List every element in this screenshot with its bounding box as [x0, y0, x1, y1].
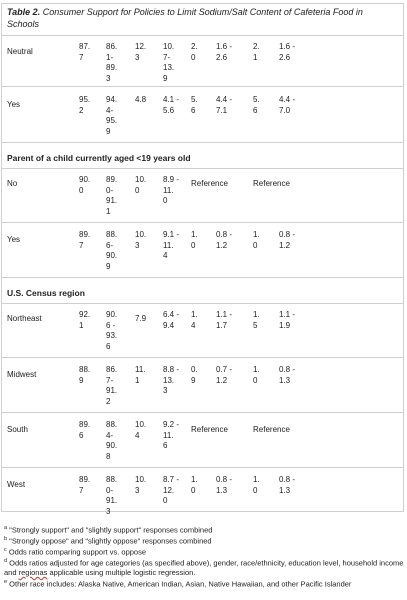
row-divider — [2, 222, 403, 223]
cell-c7: Reference — [253, 425, 290, 434]
cell-c6: 1.6 - 2.6 — [216, 42, 233, 62]
cell-c5: 1. 0 — [191, 475, 198, 495]
row-divider — [2, 142, 403, 143]
row-label: Yes — [7, 235, 21, 244]
caption-divider — [2, 35, 403, 36]
cell-c4: 10. 7- 13. 9 — [163, 42, 175, 83]
cell-c2: 94. 4- 95. 9 — [106, 95, 118, 136]
cell-c2: 90. 6 - 93. 6 — [106, 310, 118, 351]
cell-c4: 8.8 - 13. 3 — [163, 365, 180, 395]
cell-c1: 89. 6 — [79, 420, 91, 440]
row-label: West — [7, 480, 26, 489]
cell-c1: 95. 2 — [79, 95, 91, 115]
footnote — [4, 546, 404, 557]
cell-c1: 90. 0 — [79, 175, 91, 195]
section-header-census: U.S. Census region — [7, 288, 85, 298]
cell-c7: 1. 5 — [253, 310, 260, 330]
cell-c3: 4.8 — [135, 95, 147, 104]
row-label: Yes — [7, 100, 21, 109]
footnote-marker: d — [4, 558, 8, 564]
row-label: Midwest — [7, 370, 37, 379]
table-frame — [1, 3, 404, 512]
cell-c8: 0.8 - 1.2 — [279, 230, 296, 250]
row-divider — [2, 277, 403, 278]
cell-c8: 1.6 - 2.6 — [279, 42, 296, 62]
table-caption — [7, 6, 387, 30]
cell-c7: Reference — [253, 179, 290, 188]
cell-c3: 10. 3 — [135, 230, 147, 250]
cell-c1: 88. 9 — [79, 365, 91, 385]
cell-c6: 4.4 - 7.1 — [216, 95, 233, 115]
cell-c7: 1. 0 — [253, 365, 260, 385]
cell-c7: 2. 1 — [253, 42, 260, 62]
cell-c3: 7.9 — [135, 314, 147, 323]
footnote-marker: a — [4, 525, 8, 531]
footnote — [4, 578, 404, 589]
footnote — [4, 524, 404, 535]
footnote — [4, 557, 404, 578]
footnote-text: Odds ratios adjusted for age categories (as specified above), gender, race/ethnicity, education level, household income and — [4, 558, 404, 577]
cell-c2: 88. 4- 90. 8 — [106, 420, 118, 461]
cell-c8: 0.8 - 1.3 — [279, 475, 296, 495]
cell-c2: 89. 0- 91. 1 — [106, 175, 118, 216]
cell-c4: 9.2 - 11. 6 — [163, 420, 180, 450]
cell-c4: 6.4 - 9.4 — [163, 310, 180, 330]
cell-c1: 89. 7 — [79, 230, 91, 250]
cell-c5: Reference — [191, 179, 228, 188]
footnote-marker: c — [4, 547, 7, 553]
cell-c8: 1.1 - 1.9 — [279, 310, 296, 330]
cell-c4: 8.9 - 11. 0 — [163, 175, 180, 205]
footnote-marker: b — [4, 536, 8, 542]
footnote-text: "Strongly oppose" and "slightly oppose" responses combined — [9, 536, 212, 546]
cell-c7: 1. 0 — [253, 475, 260, 495]
footnotes — [4, 524, 404, 589]
cell-c6: 1.1 - 1.7 — [216, 310, 233, 330]
cell-c7: 5. 6 — [253, 95, 260, 115]
cell-c6: 0.7 - 1.2 — [216, 365, 233, 385]
cell-c5: 5. 6 — [191, 95, 198, 115]
cell-c5: Reference — [191, 425, 228, 434]
section-divider — [2, 168, 403, 169]
section-header-parent: Parent of a child currently aged <19 years old — [7, 153, 191, 163]
cell-c8: 0.8 - 1.3 — [279, 365, 296, 385]
row-divider — [2, 86, 403, 87]
row-label: Northeast — [7, 314, 42, 323]
cell-c4: 8.7 - 12. 0 — [163, 475, 180, 505]
cell-c3: 10. 0 — [135, 175, 147, 195]
row-divider — [2, 357, 403, 358]
row-label: Neutral — [7, 47, 33, 56]
row-label: No — [7, 179, 18, 188]
cell-c5: 1. 4 — [191, 310, 198, 330]
cell-c6: 0.8 - 1.3 — [216, 475, 233, 495]
cell-c1: 89. 7 — [79, 475, 91, 495]
cell-c2: 86. 1- 89. 3 — [106, 42, 118, 83]
cell-c3: 10. 4 — [135, 420, 147, 440]
cell-c2: 86. 7- 91. 2 — [106, 365, 118, 406]
cell-c5: 2. 0 — [191, 42, 198, 62]
cell-c3: 12. 3 — [135, 42, 147, 62]
footnote — [4, 535, 404, 546]
footnote-text: Other race includes: Alaska Native, American Indian, Asian, Native Hawaiian, and other Pacific Islander — [9, 579, 352, 588]
row-divider — [2, 467, 403, 468]
spellcheck-flagged-word: regionas — [18, 568, 48, 577]
footnote-text: Odds ratio comparing support vs. oppose — [8, 547, 147, 557]
section-divider — [2, 303, 403, 304]
footnote-marker: e — [4, 578, 8, 585]
cell-c3: 10. 3 — [135, 475, 147, 495]
row-label: South — [7, 425, 28, 434]
cell-c8: 4.4 - 7.0 — [279, 95, 296, 115]
footnote-text: applicable using multiple logistic regression. — [47, 568, 196, 577]
cell-c2: 88. 6- 90. 9 — [106, 230, 118, 271]
cell-c1: 87. 7 — [79, 42, 91, 62]
cell-c6: 0.8 - 1.2 — [216, 230, 233, 250]
cell-c7: 1. 0 — [253, 230, 260, 250]
cell-c4: 4.1 - 5.6 — [163, 95, 180, 115]
footnote-text: "Strongly support" and "slightly support" responses combined — [9, 525, 213, 535]
cell-c1: 92. 1 — [79, 310, 91, 330]
caption-label: Table 2. — [7, 7, 41, 17]
caption-text: Consumer Support for Policies to Limit Sodium/Salt Content of Cafeteria Food in Schools — [7, 7, 363, 29]
cell-c5: 1. 0 — [191, 230, 198, 250]
row-divider — [2, 412, 403, 413]
cell-c5: 0. 9 — [191, 365, 198, 385]
cell-c3: 11. 1 — [135, 365, 146, 385]
cell-c4: 9.1 - 11. 4 — [163, 230, 180, 260]
cell-c2: 88. 0- 91. 3 — [106, 475, 118, 516]
